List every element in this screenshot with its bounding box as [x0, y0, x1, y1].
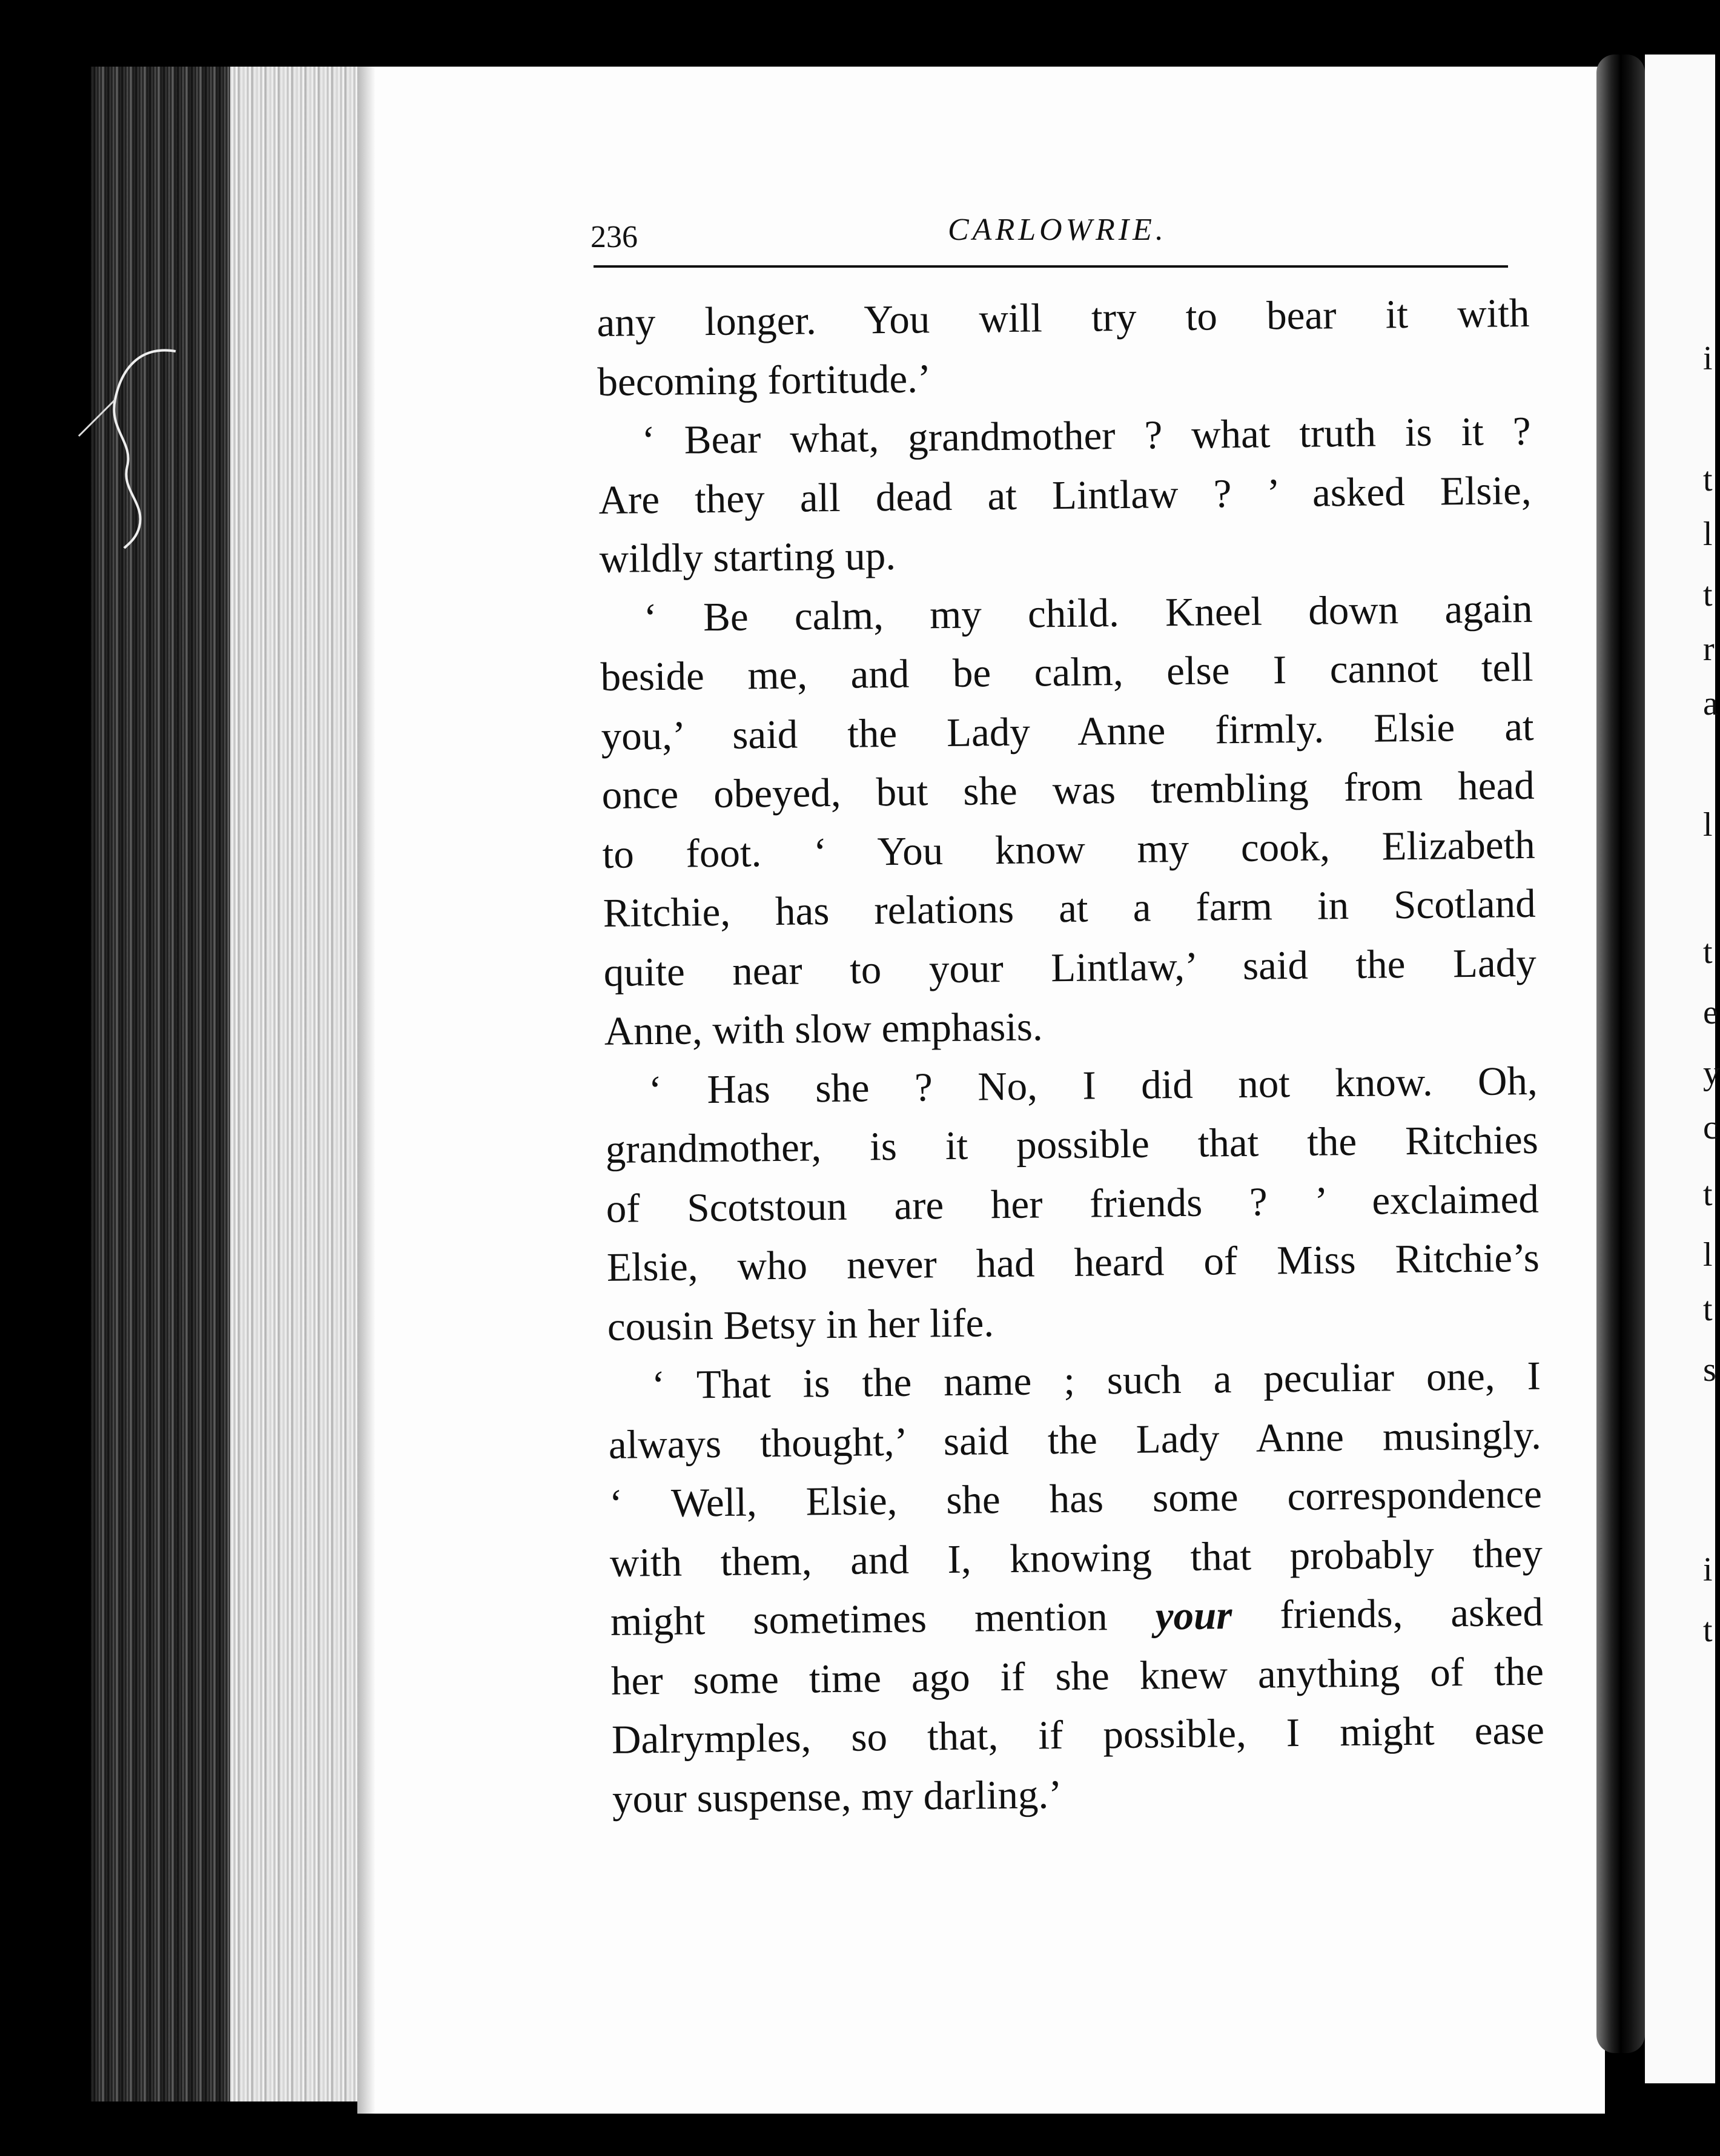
book-title: CARLOWRIE.: [948, 213, 1167, 247]
emphasized-word: your: [1155, 1593, 1232, 1639]
facing-page-letter: l: [1703, 806, 1713, 844]
page-number: 236: [590, 220, 638, 254]
text-line: once obeyed, but she was trembling from head: [601, 762, 1535, 818]
text-line: becoming fortitude.’: [597, 355, 931, 405]
text-line: Ritchie, has relations at a farm in Scotland: [603, 881, 1536, 936]
facing-page-letter: i: [1703, 1551, 1713, 1589]
facing-page-letter: t: [1703, 1176, 1713, 1213]
text-line: to foot. ‘ You know my cook, Elizabeth: [602, 822, 1535, 877]
facing-page-letter: t: [1703, 1291, 1713, 1328]
text-line: Are they all dead at Lintlaw ? ’ asked Elsie,: [598, 468, 1532, 523]
text-segment: friends, asked: [1231, 1589, 1544, 1638]
facing-page-letter: e: [1703, 994, 1718, 1031]
text-line: with them, and I, knowing that probably they: [609, 1530, 1543, 1586]
text-line: Anne, with slow emphasis.: [604, 1004, 1044, 1054]
text-line: [610, 1583, 1543, 1652]
text-line: you,’ said the Lady Anne firmly. Elsie at: [601, 704, 1534, 759]
book-binding: [1596, 55, 1645, 2053]
text-line: ‘ Bear what, grandmother ? what truth is it ?: [641, 408, 1531, 463]
loose-thread: [67, 345, 182, 551]
text-line: Elsie, who never had heard of Miss Ritchie’s: [606, 1235, 1540, 1290]
text-line: ‘ Has she ? No, I did not know. Oh,: [648, 1058, 1538, 1113]
text-line: Dalrymples, so that, if possible, I might ease: [611, 1707, 1545, 1762]
text-line: of Scotstoun are her friends ? ’ exclaimed: [606, 1176, 1540, 1231]
facing-page-letter: i: [1703, 340, 1713, 377]
text-line: wildly starting up.: [599, 533, 896, 581]
facing-page-letter: c: [1703, 1109, 1718, 1146]
text-line: your suspense, my darling.’: [612, 1771, 1062, 1822]
facing-page-letter: a: [1703, 685, 1718, 723]
text-line: quite near to your Lintlaw,’ said the Lady: [603, 940, 1537, 995]
facing-page-letter: y: [1703, 1054, 1720, 1092]
text-segment: might sometimes mention: [610, 1593, 1156, 1644]
facing-page-letter: t: [1703, 1612, 1713, 1649]
text-line: grandmother, is it possible that the Ritchies: [605, 1117, 1539, 1172]
facing-page-letter: s: [1703, 1351, 1716, 1389]
text-line: her some time ago if she knew anything of the: [610, 1648, 1544, 1704]
facing-page-letter: l: [1703, 1236, 1713, 1274]
page-gutter-shadow: [357, 67, 375, 2114]
header-rule: [594, 265, 1508, 268]
text-line: any longer. You will try to bear it with: [597, 290, 1530, 345]
facing-page-letter: r: [1703, 630, 1715, 668]
text-line: cousin Betsy in her life.: [607, 1300, 994, 1349]
facing-page-letter: t: [1703, 461, 1713, 498]
facing-page-letter: t: [1703, 933, 1713, 971]
text-line: ‘ Well, Elsie, she has some correspondence: [609, 1471, 1543, 1526]
text-line: ‘ That is the name ; such a peculiar one, I: [651, 1353, 1541, 1408]
page-body-text: [597, 284, 1545, 1829]
text-line: always thought,’ said the Lady Anne musingly.: [608, 1412, 1542, 1467]
text-line: ‘ Be calm, my child. Kneel down again: [643, 586, 1533, 640]
text-line: beside me, and be calm, else I cannot tell: [600, 644, 1533, 699]
facing-page-letter: l: [1703, 515, 1713, 553]
facing-page-letter: t: [1703, 576, 1713, 613]
page-edges-highlight: [230, 67, 357, 2101]
running-head: [590, 212, 1511, 260]
